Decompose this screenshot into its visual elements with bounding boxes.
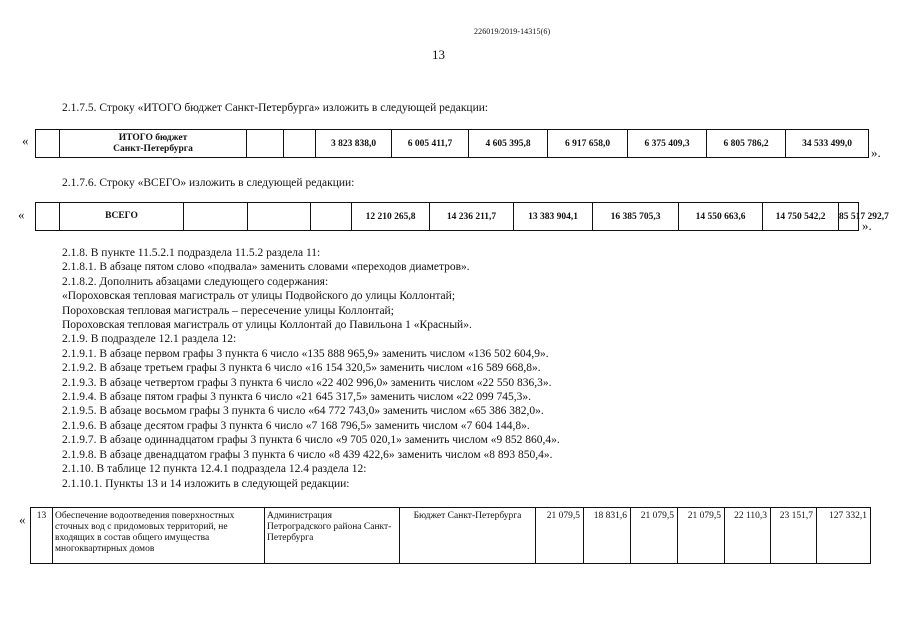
value-cell: 6 005 411,7 bbox=[392, 130, 469, 158]
value-cell: 6 917 658,0 bbox=[548, 130, 628, 158]
value-cell: 6 375 409,3 bbox=[628, 130, 707, 158]
funding-source-cell: Бюджет Санкт-Петербурга bbox=[400, 508, 536, 564]
description-cell: Обеспечение водоотведения поверхностных сточных вод с придомовых территорий, не входящих в состав общего имущества многоквартирных домов bbox=[53, 508, 265, 564]
page-number: 13 bbox=[432, 47, 445, 62]
item-number-cell: 13 bbox=[31, 508, 53, 564]
empty-cell bbox=[184, 203, 248, 231]
itogo-table bbox=[35, 129, 869, 158]
value-cell: 21 079,5 bbox=[536, 508, 584, 564]
paragraph-line: 2.1.9.6. В абзаце десятом графы 3 пункта 6 число «7 168 796,5» заменить числом «7 604 144,8». bbox=[62, 419, 530, 432]
value-cell: 14 550 663,6 bbox=[679, 203, 763, 231]
paragraph-line: 2.1.9.4. В абзаце пятом графы 3 пункта 6 число «21 645 317,5» заменить числом «22 099 745,3». bbox=[62, 391, 532, 404]
paragraph-line: 2.1.8.2. Дополнить абзацами следующего содержания: bbox=[62, 275, 329, 288]
value-cell: 34 533 499,0 bbox=[786, 130, 869, 158]
paragraph-list bbox=[62, 246, 560, 491]
paragraph-line: 2.1.9. В подразделе 12.1 раздела 12: bbox=[62, 333, 237, 346]
itogo-row bbox=[36, 130, 869, 158]
paragraph-line: 2.1.10.1. Пункты 13 и 14 изложить в следующей редакции: bbox=[62, 477, 350, 490]
value-cell: 22 110,3 bbox=[725, 508, 771, 564]
value-cell: 18 831,6 bbox=[584, 508, 631, 564]
paragraph-line: «Пороховская тепловая магистраль от улицы Подвойского до улицы Коллонтай; bbox=[62, 290, 456, 303]
open-quote: « bbox=[22, 133, 29, 148]
item13-row bbox=[31, 508, 871, 564]
vsego-table bbox=[35, 202, 889, 231]
paragraph-2175: 2.1.7.5. Строку «ИТОГО бюджет Санкт-Петербурга» изложить в следующей редакции: bbox=[62, 102, 489, 114]
paragraph-line: Пороховская тепловая магистраль от улицы Коллонтай до Павильона 1 «Красный». bbox=[62, 319, 472, 332]
value-cell: 12 210 265,8 bbox=[352, 203, 430, 231]
paragraph-line: 2.1.9.3. В абзаце четвертом графы 3 пункта 6 число «22 402 996,0» заменить числом «22 550 836,3». bbox=[62, 376, 552, 389]
executor-cell: Администрация Петроградского района Санкт-Петербурга bbox=[265, 508, 400, 564]
document-id: 226019/2019-14315(6) bbox=[474, 27, 551, 36]
empty-cell bbox=[36, 130, 60, 158]
value-cell: 21 079,5 bbox=[678, 508, 725, 564]
paragraph-line: 2.1.8.1. В абзаце пятом слово «подвала» заменить словами «переходов диаметров». bbox=[62, 261, 470, 274]
close-quote: ». bbox=[862, 218, 872, 233]
empty-cell bbox=[247, 130, 284, 158]
paragraph-line: 2.1.9.5. В абзаце восьмом графы 3 пункта 6 число «64 772 743,0» заменить числом «65 386 382,0». bbox=[62, 405, 544, 418]
empty-cell bbox=[36, 203, 60, 231]
open-quote: « bbox=[18, 207, 25, 222]
value-cell: 14 236 211,7 bbox=[430, 203, 514, 231]
value-cell: 14 750 542,2 bbox=[763, 203, 839, 231]
paragraph-line: 2.1.10. В таблице 12 пункта 12.4.1 подраздела 12.4 раздела 12: bbox=[62, 463, 367, 476]
value-cell: 23 151,7 bbox=[771, 508, 817, 564]
empty-cell bbox=[284, 130, 316, 158]
value-cell: 3 823 838,0 bbox=[316, 130, 392, 158]
paragraph-line: 2.1.9.2. В абзаце третьем графы 3 пункта 6 число «16 154 320,5» заменить числом «16 589 668,8». bbox=[62, 362, 541, 375]
value-cell: 127 332,1 bbox=[817, 508, 871, 564]
value-cell: 16 385 705,3 bbox=[593, 203, 679, 231]
item13-table bbox=[30, 507, 871, 564]
empty-cell bbox=[311, 203, 352, 231]
value-cell: 13 383 904,1 bbox=[514, 203, 593, 231]
paragraph-line: 2.1.8. В пункте 11.5.2.1 подраздела 11.5.2 раздела 11: bbox=[62, 247, 321, 259]
paragraph-line: 2.1.9.7. В абзаце одиннадцатом графы 3 пункта 6 число «9 705 020,1» заменить числом «9 852 860,4». bbox=[62, 434, 560, 447]
value-cell: 21 079,5 bbox=[631, 508, 678, 564]
paragraph-line: Пороховская тепловая магистраль – пересечение улицы Коллонтай; bbox=[62, 304, 394, 317]
row-label-line2: Санкт-Петербурга bbox=[113, 143, 193, 154]
value-cell: 6 805 786,2 bbox=[707, 130, 786, 158]
row-label-line1: ИТОГО бюджет bbox=[118, 132, 188, 143]
row-label-cell: ВСЕГО bbox=[60, 203, 184, 231]
paragraph-line: 2.1.9.1. В абзаце первом графы 3 пункта 6 число «135 888 965,9» заменить числом «136 502 604,9». bbox=[62, 347, 549, 360]
empty-cell bbox=[248, 203, 311, 231]
value-cell: 4 605 395,8 bbox=[469, 130, 548, 158]
row-label-cell bbox=[60, 130, 247, 158]
close-quote: ». bbox=[871, 145, 881, 160]
vsego-row bbox=[36, 203, 859, 231]
value-cell-last: 85 517 292,7 bbox=[839, 203, 859, 231]
paragraph-2176: 2.1.7.6. Строку «ВСЕГО» изложить в следующей редакции: bbox=[62, 177, 355, 189]
open-quote: « bbox=[19, 512, 26, 527]
paragraph-line: 2.1.9.8. В абзаце двенадцатом графы 3 пункта 6 число «8 439 422,6» заменить числом «8 893 850,4». bbox=[62, 448, 553, 461]
